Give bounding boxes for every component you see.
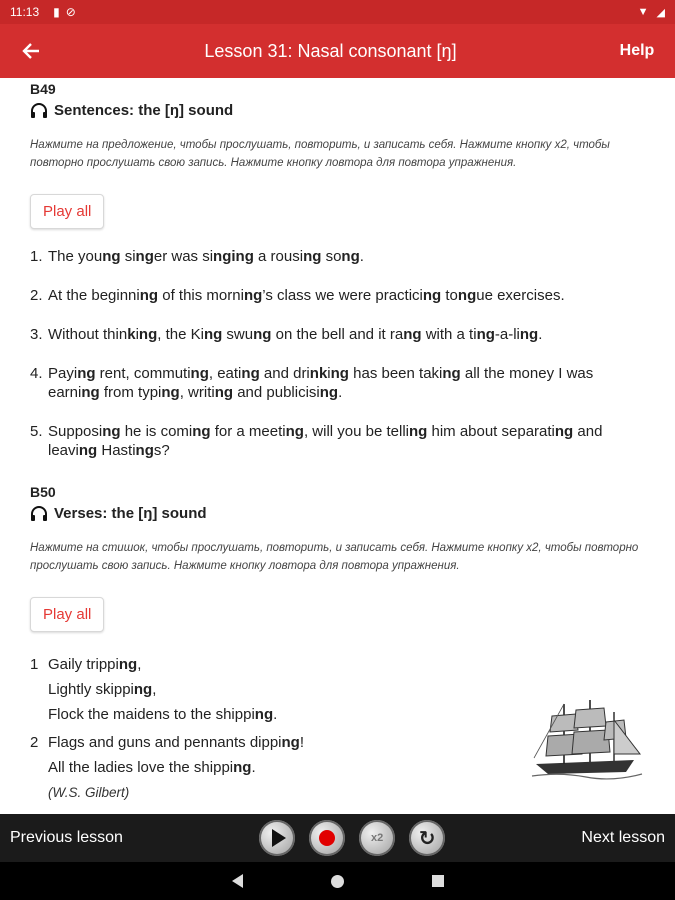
sd-card-icon: ▮ <box>53 5 60 19</box>
sentence-number: 5. <box>30 423 43 440</box>
instructions-text: Нажмите на предложение, чтобы прослушать, повторить, и записать себя. Нажмите кнопку x2, чтобы повторно прослушать свою запись. Нажмите кнопку ловтора для повтора упражнения. <box>30 139 610 169</box>
record-button[interactable] <box>309 820 345 856</box>
bottom-toolbar <box>0 814 675 862</box>
battery-icon: ◢ <box>656 6 665 19</box>
sentence-list <box>30 247 645 460</box>
nav-home-icon[interactable] <box>331 875 344 888</box>
system-nav-bar <box>0 862 675 900</box>
section-title-verses[interactable] <box>30 505 645 522</box>
verse-lines <box>48 730 304 805</box>
sentence-text: Without thinking, the King swung on the bell and it rang with a ting-a-ling. <box>48 326 543 343</box>
sentence-text: The young singer was singing a rousing song. <box>48 248 364 265</box>
page-title: Lesson 31: Nasal consonant [ŋ] <box>204 40 457 61</box>
instructions-text: Нажмите на стишок, чтобы прослушать, повторить, и записать себя. Нажмите кнопку x2, чтобы повторно прослушать свою запись. Нажмите кнопку ловтора для повтора упражнения. <box>30 542 639 572</box>
exercise-code-b50: B50 <box>30 484 56 500</box>
replay-x2-button[interactable] <box>359 820 395 856</box>
verse-line: Gaily tripping, <box>48 656 142 673</box>
sailing-ship-illustration <box>530 698 645 783</box>
sentence-item[interactable] <box>30 247 645 266</box>
record-icon <box>319 830 335 846</box>
nav-recents-icon[interactable] <box>432 875 444 887</box>
verse-number: 2 <box>30 734 39 751</box>
nav-back-icon[interactable] <box>232 874 243 888</box>
previous-lesson-button[interactable]: Previous lesson <box>10 829 123 846</box>
status-time: 11:13 <box>10 5 40 19</box>
verse-attribution: (W.S. Gilbert) <box>48 785 130 800</box>
arrow-back-icon <box>22 42 40 60</box>
verse-number: 1 <box>30 656 39 673</box>
sentence-item[interactable] <box>30 325 645 344</box>
status-bar <box>0 0 675 24</box>
play-all-button[interactable]: Play all <box>30 597 104 632</box>
sentence-number: 2. <box>30 287 43 304</box>
verse-line: All the ladies love the shipping. <box>48 759 256 776</box>
sentence-item[interactable] <box>30 422 645 460</box>
sentence-number: 4. <box>30 365 43 382</box>
next-lesson-button[interactable]: Next lesson <box>581 829 665 846</box>
play-all-button[interactable]: Play all <box>30 194 104 229</box>
replay-x2-icon: x2 <box>371 832 384 844</box>
headphones-icon <box>30 506 48 522</box>
app-bar <box>0 24 675 78</box>
back-button[interactable] <box>0 24 62 78</box>
section-title-text: Sentences: the [ŋ] sound <box>54 102 234 119</box>
play-button[interactable] <box>259 820 295 856</box>
sentence-number: 1. <box>30 248 43 265</box>
sentence-number: 3. <box>30 326 43 343</box>
sentence-text: Supposing he is coming for a meeting, will you be telling him about separating and leaving Hastings? <box>48 423 603 459</box>
repeat-button[interactable] <box>409 820 445 856</box>
play-icon <box>272 829 286 847</box>
wifi-icon: ▼ <box>637 6 649 18</box>
verse-line: Lightly skipping, <box>48 681 157 698</box>
sentence-text: At the beginning of this morning’s class we were practicing tongue exercises. <box>48 287 565 304</box>
verse-line: Flags and guns and pennants dipping! <box>48 734 305 751</box>
do-not-disturb-icon: ⊘ <box>65 5 76 19</box>
help-button[interactable]: Help <box>619 42 655 59</box>
lesson-content[interactable] <box>0 78 675 814</box>
playback-controls <box>133 820 571 856</box>
verse-lines <box>48 652 277 727</box>
sentence-item[interactable] <box>30 364 645 402</box>
section-title-text: Verses: the [ŋ] sound <box>54 505 207 522</box>
sentence-text: Paying rent, commuting, eating and drinking has been taking all the money I was earning from typing, writing and publicising. <box>48 365 594 401</box>
repeat-icon: ↻ <box>418 827 436 850</box>
exercise-code-b49: B49 <box>30 81 56 97</box>
verse-line: Flock the maidens to the shipping. <box>48 706 278 723</box>
headphones-icon <box>30 103 48 119</box>
section-title-sentences[interactable] <box>30 102 645 119</box>
sentence-item[interactable] <box>30 286 645 305</box>
